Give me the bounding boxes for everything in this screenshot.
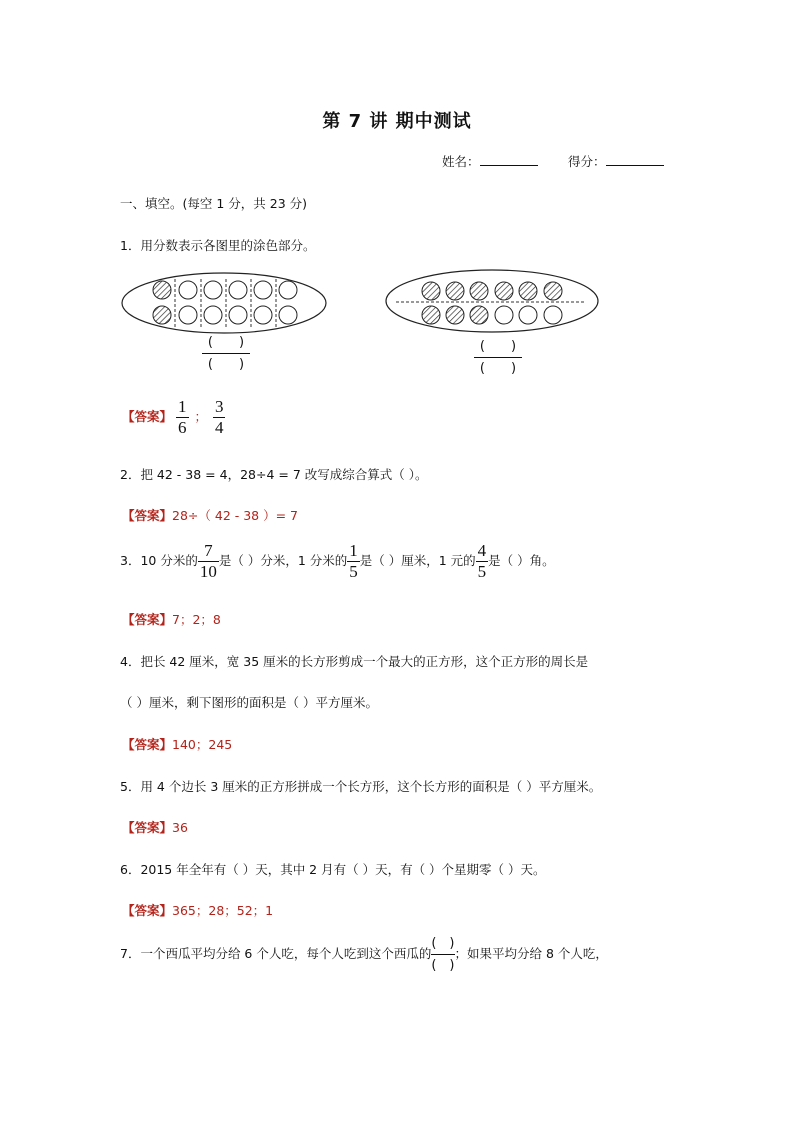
circle-shaded [495,282,513,300]
circle [204,281,222,299]
denominator-blank: ( ) [207,357,245,372]
question-3: 3．10 分米的 $\frac{7}{10}$ 是（ ）分米，1 分米的 $\frac{1}{5}$ 是（ ）厘米，1 元的 $\frac{4}{5}$ 是（ ）角。 [120,541,555,581]
circle [279,306,297,324]
answer-5 [122,818,188,836]
answer-4 [122,735,232,753]
answer-value: 28÷（ 42 - 38 ）= 7 [172,508,299,523]
circle [279,281,297,299]
figure-right [386,270,598,332]
circle [229,306,247,324]
circle-shaded [422,306,440,324]
answer-tag: 【答案】 [122,508,173,523]
fraction-blank: ( ) ( ) [431,936,455,973]
circle-shaded [544,282,562,300]
answer-6 [122,901,273,919]
answer-value: 140；245 [172,737,233,752]
name-field [442,152,538,170]
fraction-blank-left [202,334,250,373]
question-1-figures [118,268,618,388]
circle [179,281,197,299]
question-4-line-1: 4．把长 42 厘米，宽 35 厘米的长方形剪成一个最大的正方形，这个正方形的周长是 [120,654,589,669]
fraction: $\frac{1}{5}$ [349,541,358,581]
answer-3 [122,610,221,628]
circle [204,306,222,324]
name-label: 姓名： [442,154,480,169]
numerator-blank: ( ) [207,335,245,350]
question-1: 1．用分数表示各图里的涂色部分。 [120,238,316,253]
numerator-blank: ( ) [479,339,517,354]
answer-tag: 【答案】 [122,737,173,752]
circle-shaded [446,306,464,324]
score-blank [606,153,664,166]
fraction-blank-right [474,338,522,377]
circle-shaded [470,306,488,324]
answer-1: 【答案】 $\frac{1}{6}$ ； $\frac{3}{4}$ [122,397,224,437]
circle-shaded [519,282,537,300]
score-field [568,152,664,170]
denominator-blank: ( ) [479,361,517,376]
circle [544,306,562,324]
answer-tag: 【答案】 [122,903,173,918]
question-2: 2．把 42 - 38 = 4，28÷4 = 7 改写成综合算式（ ）。 [120,467,428,482]
fraction: $\frac{7}{10}$ [199,541,217,581]
page-title: 第 7 讲 期中测试 [322,111,472,132]
circle [179,306,197,324]
circle [495,306,513,324]
answer-value: 365；28；52；1 [172,903,274,918]
question-6: 6．2015 年全年有（ ）天，其中 2 月有（ ）天，有（ ）个星期零（ ）天。 [120,862,546,877]
circle [254,306,272,324]
circle-shaded [153,306,171,324]
answer-fraction: $\frac{1}{6}$ [178,397,187,437]
score-label: 得分： [568,154,606,169]
answer-tag: 【答案】 [122,409,173,424]
answer-tag: 【答案】 [122,612,173,627]
answer-2 [122,506,298,524]
name-blank [480,153,538,166]
circle [254,281,272,299]
answer-value: 7；2；8 [172,612,221,627]
answer-fraction: $\frac{3}{4}$ [214,397,224,437]
circle-shaded [422,282,440,300]
circle [229,281,247,299]
question-7: 7．一个西瓜平均分给 6 个人吃，每个人吃到这个西瓜的 ( ) ( ) ；如果平均分给 8 个人吃， [120,936,608,973]
circle-shaded [470,282,488,300]
figure-left [122,273,326,333]
circle-shaded [153,281,171,299]
answer-value: 36 [172,820,188,835]
question-4-line-2: （ ）厘米，剩下图形的面积是（ ）平方厘米。 [120,695,378,710]
question-5: 5．用 4 个边长 3 厘米的正方形拼成一个长方形，这个长方形的面积是（ ）平方厘米。 [120,779,602,794]
circle-shaded [446,282,464,300]
fraction: $\frac{4}{5}$ [477,541,487,581]
section-heading: 一、填空。(每空 1 分，共 23 分) [120,196,308,211]
answer-tag: 【答案】 [122,820,173,835]
circle [519,306,537,324]
